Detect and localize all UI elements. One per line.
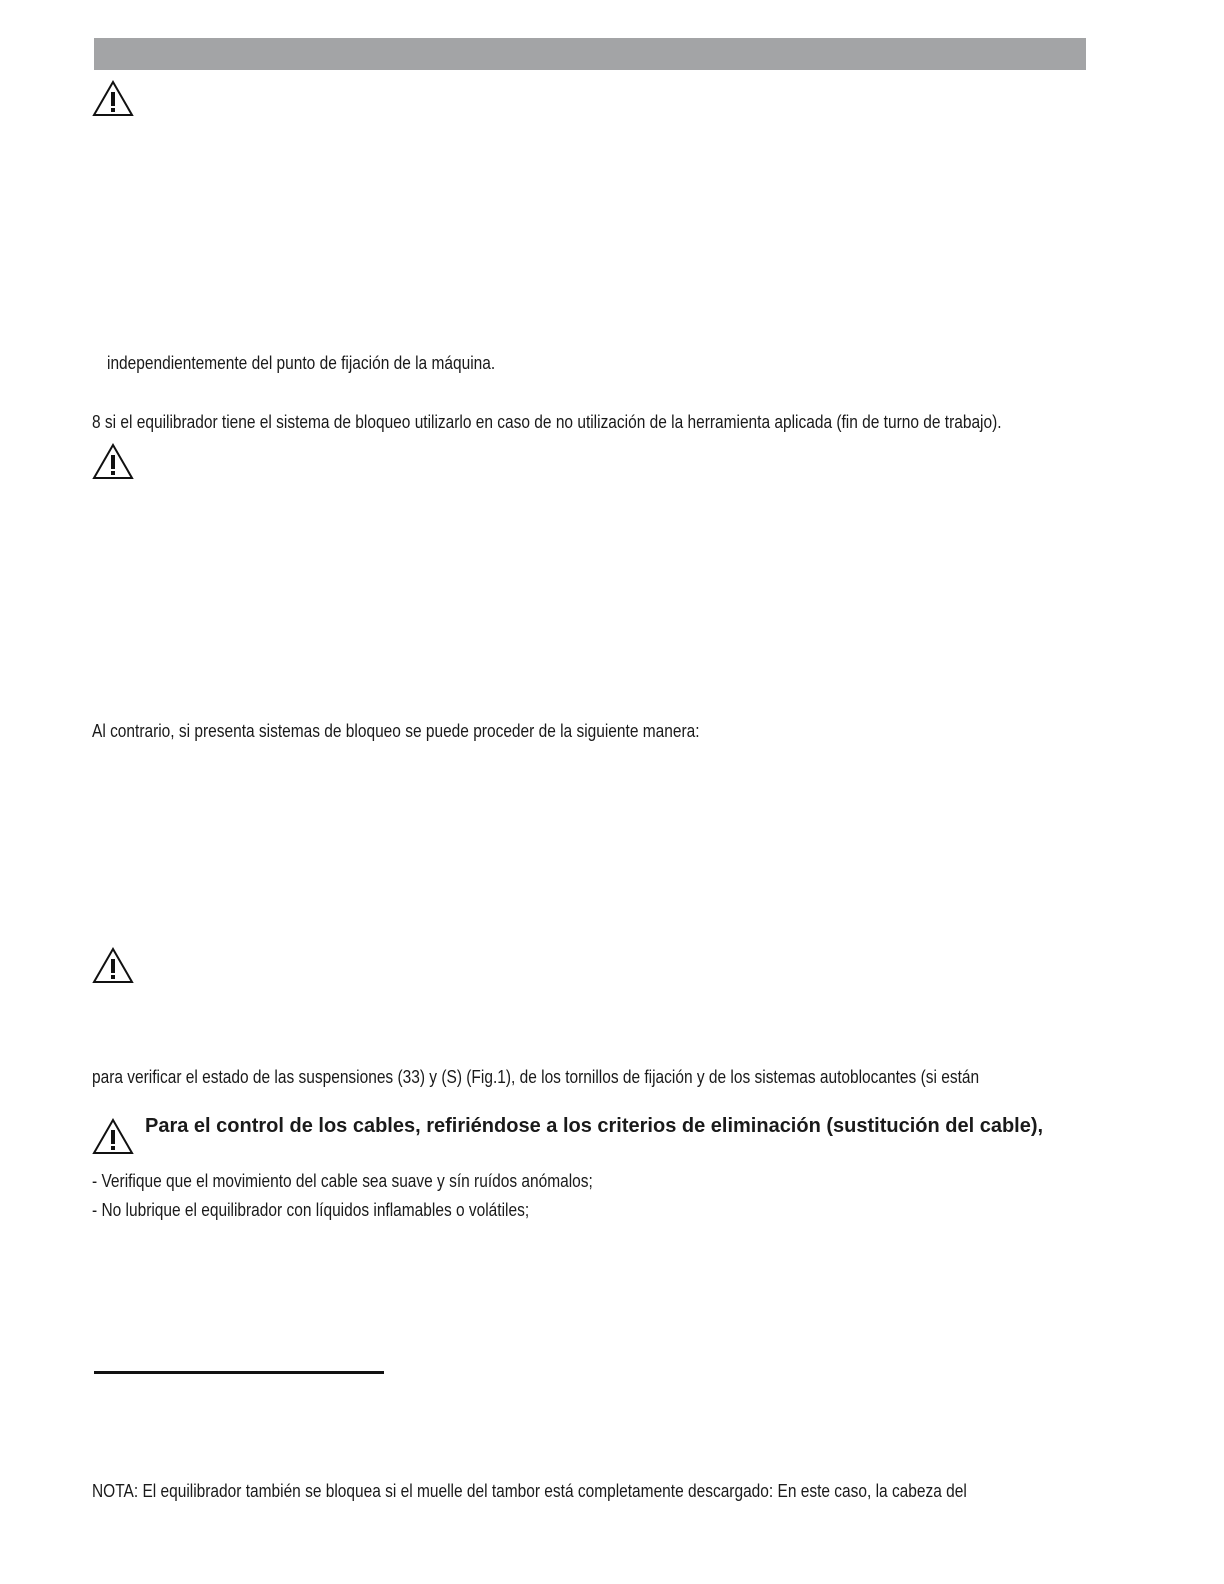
text-line-independiente: independientemente del punto de fijación de la máquina.	[107, 353, 496, 373]
bullet-movimiento-cable: - Verifique que el movimiento del cable sea suave y sín ruídos anómalos;	[92, 1171, 593, 1191]
bullet-no-lubrique: - No lubrique el equilibrador con líquidos inflamables o volátiles;	[92, 1200, 530, 1220]
warning-triangle-icon	[92, 1118, 134, 1156]
text-line-verificar: para verificar el estado de las suspensiones (33) y (S) (Fig.1), de los tornillos de fijación y de los sistemas autoblocantes (si están	[92, 1067, 980, 1087]
heading-control-cables: Para el control de los cables, refiriéndose a los criterios de eliminación (sustitución del cable),	[145, 1115, 1044, 1137]
horizontal-rule	[94, 1371, 384, 1374]
text-line-item-8: 8 si el equilibrador tiene el sistema de bloqueo utilizarlo en caso de no utilización de la herramienta aplicada (fin de turno de trabajo).	[92, 412, 1002, 432]
section-header-bar	[94, 38, 1086, 70]
warning-triangle-icon	[92, 443, 134, 481]
text-line-nota: NOTA: El equilibrador también se bloquea si el muelle del tambor está completamente descargado: En este caso, la cabeza del	[92, 1481, 967, 1501]
text-line-al-contrario: Al contrario, si presenta sistemas de bloqueo se puede proceder de la siguiente manera:	[92, 721, 700, 741]
warning-triangle-icon	[92, 947, 134, 985]
warning-triangle-icon	[92, 80, 134, 118]
